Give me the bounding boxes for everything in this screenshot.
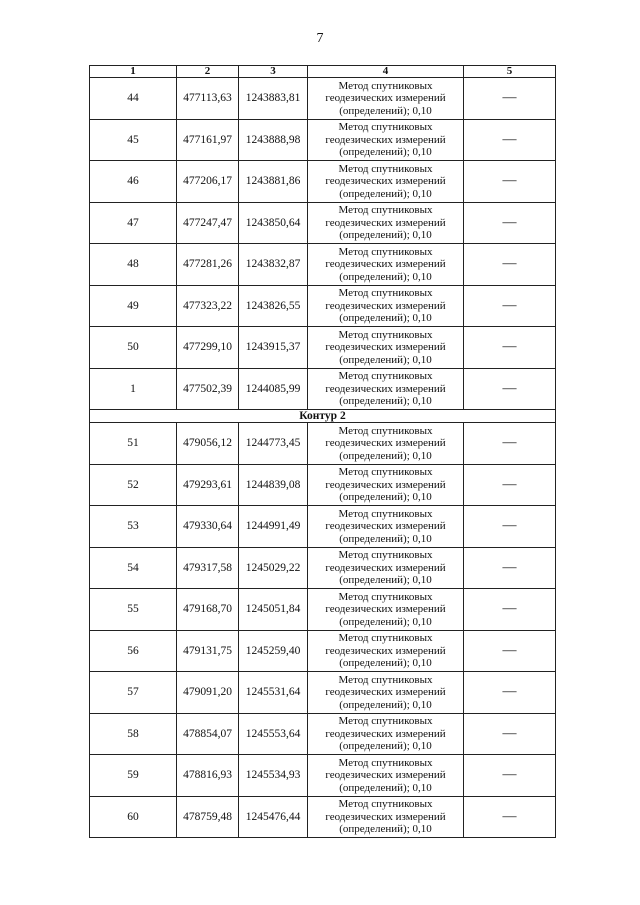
- table-row: [90, 547, 556, 589]
- column-header: 3: [239, 66, 308, 78]
- method-line: Метод спутниковых: [338, 715, 433, 727]
- method-cell: [308, 285, 464, 327]
- method-line: Метод спутниковых: [338, 79, 433, 92]
- method-line: (определений); 0,10: [339, 312, 432, 324]
- point-number-cell: 57: [90, 672, 177, 714]
- y-coordinate-cell: 1243888,98: [239, 119, 308, 161]
- y-coordinate-cell: 1245476,44: [239, 796, 308, 838]
- x-coordinate-cell: 479091,20: [177, 672, 239, 714]
- method-line: геодезических измерений: [325, 769, 446, 781]
- point-number-cell: 1: [90, 368, 177, 410]
- method-line: геодезических измерений: [325, 727, 446, 740]
- note-dash-cell: —: [464, 713, 556, 755]
- y-coordinate-cell: 1243881,86: [239, 161, 308, 203]
- method-line: геодезических измерений: [325, 92, 446, 104]
- y-coordinate-cell: 1243826,55: [239, 285, 308, 327]
- method-cell: [308, 161, 464, 203]
- point-number-cell: 53: [90, 506, 177, 548]
- method-line: (определений); 0,10: [339, 395, 432, 407]
- method-line: (определений); 0,10: [339, 353, 432, 366]
- method-cell: [308, 119, 464, 161]
- note-dash-cell: —: [464, 423, 556, 465]
- method-line: геодезических измерений: [325, 299, 446, 312]
- x-coordinate-cell: 478759,48: [177, 796, 239, 838]
- method-cell: [308, 630, 464, 672]
- x-coordinate-cell: 477281,26: [177, 244, 239, 286]
- method-line: Метод спутниковых: [338, 328, 433, 341]
- method-line: Метод спутниковых: [338, 466, 433, 478]
- method-cell: [308, 755, 464, 797]
- note-dash-cell: —: [464, 589, 556, 631]
- contour-row: [90, 410, 556, 423]
- method-line: (определений); 0,10: [339, 740, 432, 752]
- point-number-cell: 55: [90, 589, 177, 631]
- method-line: Метод спутниковых: [338, 287, 433, 299]
- method-cell: [308, 713, 464, 755]
- method-line: (определений); 0,10: [339, 449, 432, 462]
- point-number-cell: 47: [90, 202, 177, 244]
- table-row: [90, 755, 556, 797]
- method-line: Метод спутниковых: [338, 424, 433, 437]
- method-line: (определений); 0,10: [339, 657, 432, 669]
- y-coordinate-cell: 1244991,49: [239, 506, 308, 548]
- point-number-cell: 44: [90, 78, 177, 120]
- note-dash-cell: —: [464, 506, 556, 548]
- method-line: Метод спутниковых: [338, 798, 433, 810]
- method-line: геодезических измерений: [325, 382, 446, 395]
- table-row: [90, 423, 556, 465]
- table-row: [90, 202, 556, 244]
- x-coordinate-cell: 477299,10: [177, 327, 239, 369]
- method-line: (определений); 0,10: [339, 146, 432, 158]
- method-line: геодезических измерений: [325, 520, 446, 532]
- point-number-cell: 60: [90, 796, 177, 838]
- method-cell: [308, 589, 464, 631]
- point-number-cell: 59: [90, 755, 177, 797]
- x-coordinate-cell: 478854,07: [177, 713, 239, 755]
- note-dash-cell: —: [464, 368, 556, 410]
- method-line: (определений); 0,10: [339, 229, 432, 241]
- x-coordinate-cell: 477113,63: [177, 78, 239, 120]
- table-row: [90, 285, 556, 327]
- method-line: Метод спутниковых: [338, 370, 433, 382]
- table-header-row: [90, 66, 556, 78]
- method-line: геодезических измерений: [325, 133, 446, 146]
- method-line: (определений); 0,10: [339, 574, 432, 586]
- method-line: (определений); 0,10: [339, 104, 432, 117]
- method-line: геодезических измерений: [325, 644, 446, 657]
- x-coordinate-cell: 477206,17: [177, 161, 239, 203]
- y-coordinate-cell: 1244839,08: [239, 464, 308, 506]
- note-dash-cell: —: [464, 630, 556, 672]
- y-coordinate-cell: 1243832,87: [239, 244, 308, 286]
- x-coordinate-cell: 479330,64: [177, 506, 239, 548]
- method-line: геодезических измерений: [325, 175, 446, 187]
- note-dash-cell: —: [464, 464, 556, 506]
- point-number-cell: 48: [90, 244, 177, 286]
- table-row: [90, 713, 556, 755]
- y-coordinate-cell: 1245534,93: [239, 755, 308, 797]
- note-dash-cell: —: [464, 78, 556, 120]
- column-header: 5: [464, 66, 556, 78]
- x-coordinate-cell: 479056,12: [177, 423, 239, 465]
- method-line: (определений); 0,10: [339, 532, 432, 545]
- method-cell: [308, 202, 464, 244]
- method-line: геодезических измерений: [325, 258, 446, 270]
- method-line: (определений); 0,10: [339, 270, 432, 283]
- method-line: Метод спутниковых: [338, 162, 433, 175]
- point-number-cell: 56: [90, 630, 177, 672]
- column-header: 2: [177, 66, 239, 78]
- point-number-cell: 45: [90, 119, 177, 161]
- method-cell: [308, 796, 464, 838]
- y-coordinate-cell: 1245553,64: [239, 713, 308, 755]
- table-row: [90, 630, 556, 672]
- method-line: (определений); 0,10: [339, 615, 432, 628]
- method-line: Метод спутниковых: [338, 549, 433, 561]
- method-line: Метод спутниковых: [338, 756, 433, 769]
- method-line: Метод спутниковых: [338, 632, 433, 644]
- table-row: [90, 796, 556, 838]
- table-row: [90, 368, 556, 410]
- method-line: геодезических измерений: [325, 341, 446, 353]
- y-coordinate-cell: 1244085,99: [239, 368, 308, 410]
- method-line: Метод спутниковых: [338, 507, 433, 520]
- column-header: 1: [90, 66, 177, 78]
- method-cell: [308, 78, 464, 120]
- method-cell: [308, 423, 464, 465]
- method-cell: [308, 244, 464, 286]
- point-number-cell: 58: [90, 713, 177, 755]
- y-coordinate-cell: 1243915,37: [239, 327, 308, 369]
- point-number-cell: 54: [90, 547, 177, 589]
- note-dash-cell: —: [464, 119, 556, 161]
- table-row: [90, 327, 556, 369]
- method-line: (определений); 0,10: [339, 187, 432, 200]
- page-number: 7: [316, 31, 324, 46]
- column-header: 4: [308, 66, 464, 78]
- note-dash-cell: —: [464, 547, 556, 589]
- point-number-cell: 52: [90, 464, 177, 506]
- table-row: [90, 506, 556, 548]
- contour-label: Контур 2: [90, 410, 556, 423]
- y-coordinate-cell: 1243883,81: [239, 78, 308, 120]
- method-line: Метод спутниковых: [338, 590, 433, 603]
- y-coordinate-cell: 1243850,64: [239, 202, 308, 244]
- note-dash-cell: —: [464, 327, 556, 369]
- method-line: (определений); 0,10: [339, 781, 432, 794]
- method-line: Метод спутниковых: [338, 121, 433, 133]
- x-coordinate-cell: 477502,39: [177, 368, 239, 410]
- method-line: Метод спутниковых: [338, 673, 433, 686]
- table-row: [90, 78, 556, 120]
- coordinates-table: [89, 65, 556, 838]
- method-line: геодезических измерений: [325, 561, 446, 574]
- table-row: [90, 244, 556, 286]
- method-cell: [308, 506, 464, 548]
- method-line: Метод спутниковых: [338, 245, 433, 258]
- x-coordinate-cell: 479131,75: [177, 630, 239, 672]
- x-coordinate-cell: 479168,70: [177, 589, 239, 631]
- method-cell: [308, 368, 464, 410]
- y-coordinate-cell: 1245531,64: [239, 672, 308, 714]
- x-coordinate-cell: 477323,22: [177, 285, 239, 327]
- y-coordinate-cell: 1245051,84: [239, 589, 308, 631]
- method-line: геодезических измерений: [325, 437, 446, 449]
- note-dash-cell: —: [464, 244, 556, 286]
- x-coordinate-cell: 477247,47: [177, 202, 239, 244]
- point-number-cell: 50: [90, 327, 177, 369]
- table-row: [90, 672, 556, 714]
- method-cell: [308, 464, 464, 506]
- y-coordinate-cell: 1245029,22: [239, 547, 308, 589]
- method-cell: [308, 547, 464, 589]
- table-row: [90, 464, 556, 506]
- x-coordinate-cell: 477161,97: [177, 119, 239, 161]
- method-line: геодезических измерений: [325, 478, 446, 491]
- y-coordinate-cell: 1244773,45: [239, 423, 308, 465]
- table-row: [90, 589, 556, 631]
- method-line: геодезических измерений: [325, 686, 446, 698]
- x-coordinate-cell: 478816,93: [177, 755, 239, 797]
- note-dash-cell: —: [464, 285, 556, 327]
- table-row: [90, 161, 556, 203]
- point-number-cell: 46: [90, 161, 177, 203]
- method-line: (определений); 0,10: [339, 823, 432, 835]
- point-number-cell: 49: [90, 285, 177, 327]
- method-line: (определений); 0,10: [339, 698, 432, 711]
- method-line: геодезических измерений: [325, 216, 446, 229]
- note-dash-cell: —: [464, 672, 556, 714]
- x-coordinate-cell: 479317,58: [177, 547, 239, 589]
- x-coordinate-cell: 479293,61: [177, 464, 239, 506]
- method-cell: [308, 327, 464, 369]
- note-dash-cell: —: [464, 161, 556, 203]
- method-line: Метод спутниковых: [338, 204, 433, 216]
- method-cell: [308, 672, 464, 714]
- table-body: [90, 78, 556, 838]
- point-number-cell: 51: [90, 423, 177, 465]
- y-coordinate-cell: 1245259,40: [239, 630, 308, 672]
- note-dash-cell: —: [464, 796, 556, 838]
- method-line: геодезических измерений: [325, 603, 446, 615]
- note-dash-cell: —: [464, 202, 556, 244]
- method-line: (определений); 0,10: [339, 491, 432, 503]
- method-line: геодезических измерений: [325, 810, 446, 823]
- table-row: [90, 119, 556, 161]
- note-dash-cell: —: [464, 755, 556, 797]
